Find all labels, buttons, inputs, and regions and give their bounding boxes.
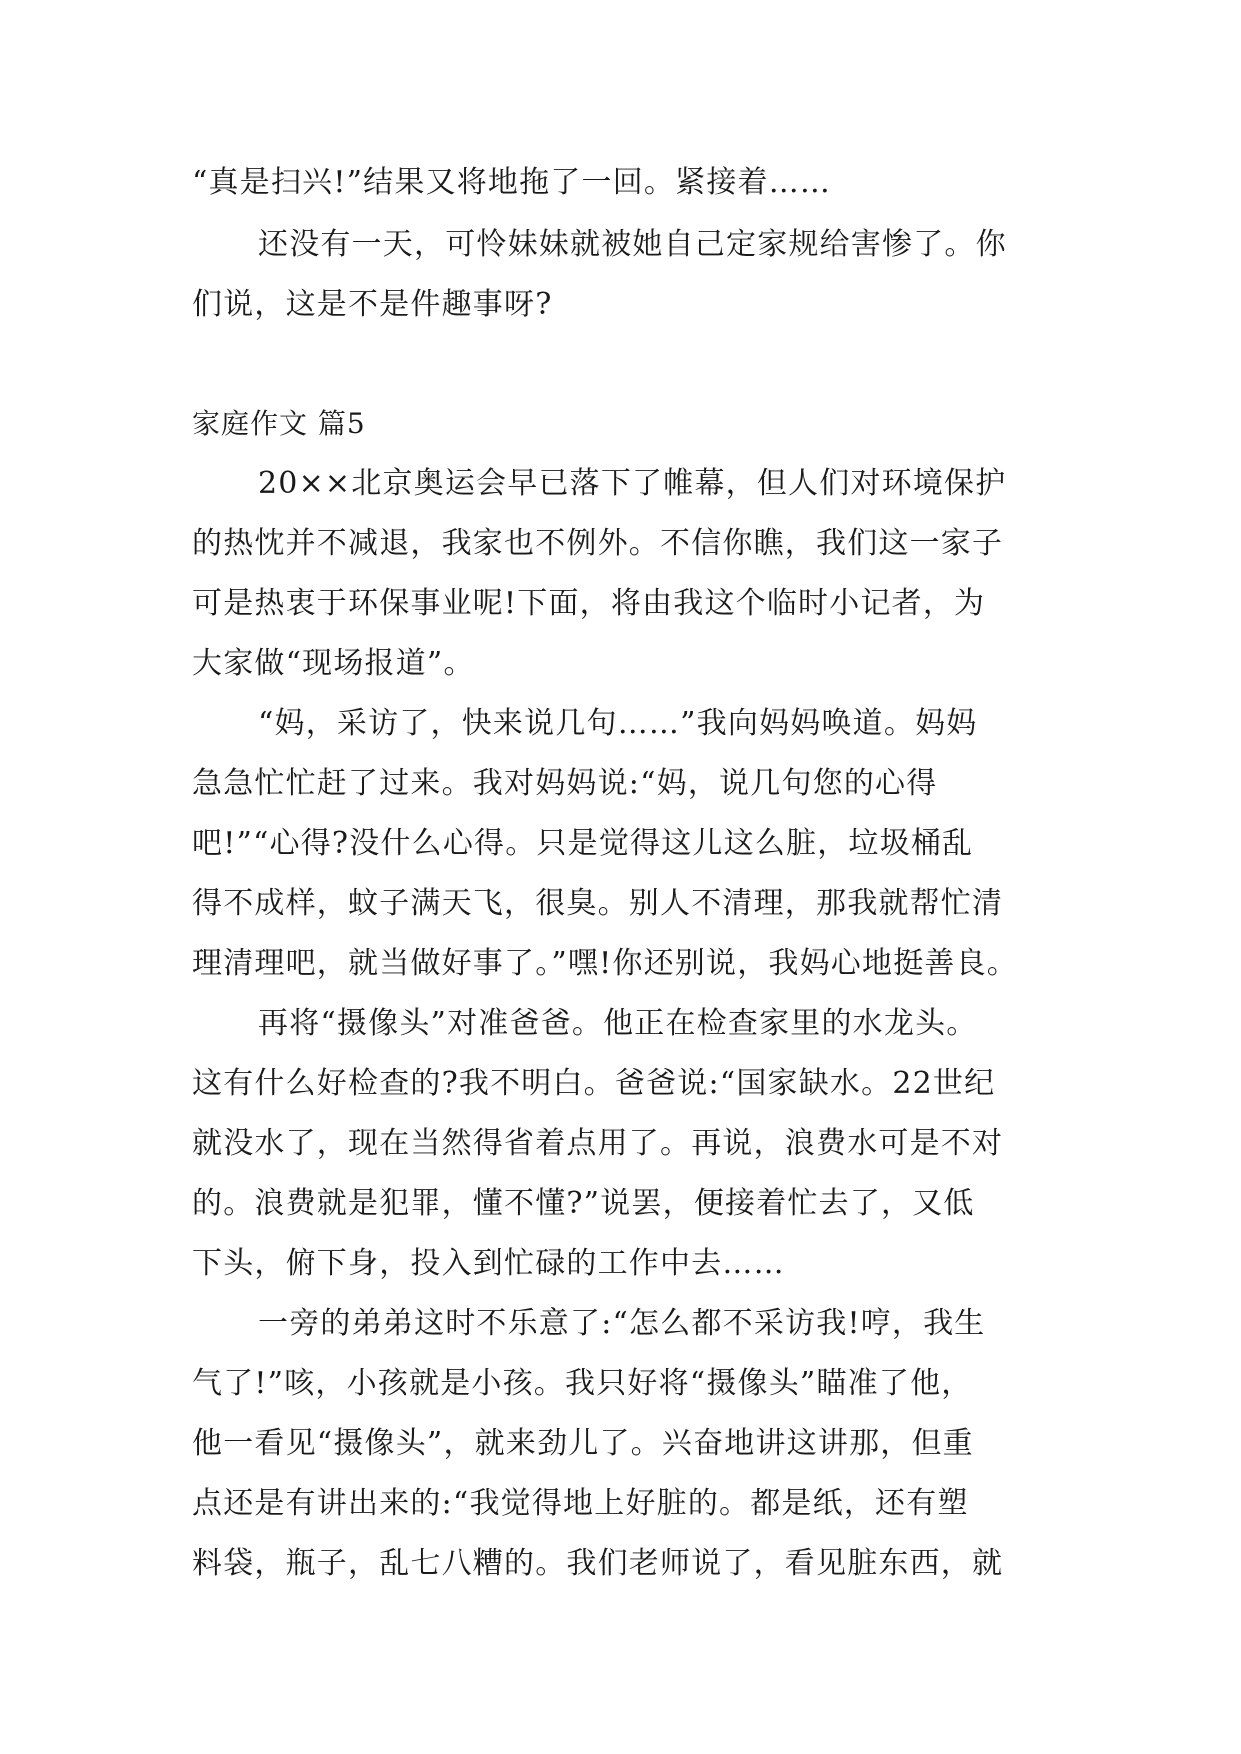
paragraph-start: 20××北京奥运会早已落下了帷幕，但人们对环境保护 [258, 466, 1007, 501]
text-line: 得不成样，蚊子满天飞，很臭。别人不清理，那我就帮忙清 [192, 886, 1004, 921]
text-line: 理清理吧，就当做好事了。”嘿!你还别说，我妈心地挺善良。 [192, 946, 1018, 981]
paragraph-start: “妈，采访了，快来说几句……”我向妈妈唤道。妈妈 [258, 706, 978, 741]
text-line: 这有什么好检查的?我不明白。爸爸说:“国家缺水。22世纪 [192, 1066, 996, 1101]
text-line: 点还是有讲出来的:“我觉得地上好脏的。都是纸，还有塑 [192, 1486, 969, 1521]
paragraph-start: 一旁的弟弟这时不乐意了:“怎么都不采访我!哼，我生 [258, 1306, 986, 1341]
text-line: 气了!”咳，小孩就是小孩。我只好将“摄像头”瞄准了他， [192, 1366, 973, 1401]
section-heading: 家庭作文 篇5 [192, 407, 366, 440]
text-line: 们说，这是不是件趣事呀? [192, 287, 553, 322]
text-line: 下头，俯下身，投入到忙碌的工作中去…… [192, 1246, 785, 1281]
text-line: “真是扫兴!”结果又将地拖了一回。紧接着…… [192, 165, 832, 200]
text-line: 急急忙忙赶了过来。我对妈妈说:“妈，说几句您的心得 [192, 766, 938, 801]
text-line: 大家做“现场报道”。 [192, 646, 475, 681]
text-line: 吧!”“心得?没什么心得。只是觉得这儿这么脏，垃圾桶乱 [192, 826, 974, 861]
paragraph-start: 再将“摄像头”对准爸爸。他正在检查家里的水龙头。 [258, 1006, 978, 1041]
text-line: 可是热衷于环保事业呢!下面，将由我这个临时小记者，为 [192, 586, 986, 621]
text-line: 他一看见“摄像头”，就来劲儿了。兴奋地讲这讲那，但重 [192, 1426, 974, 1461]
text-line: 就没水了，现在当然得省着点用了。再说，浪费水可是不对 [192, 1126, 1004, 1161]
paragraph-start: 还没有一天，可怜妹妹就被她自己定家规给害惨了。你 [258, 227, 1007, 262]
text-line: 的。浪费就是犯罪，懂不懂?”说罢，便接着忙去了，又低 [192, 1186, 975, 1221]
text-line: 的热忱并不减退，我家也不例外。不信你瞧，我们这一家子 [192, 526, 1004, 561]
text-line: 料袋，瓶子，乱七八糟的。我们老师说了，看见脏东西，就 [192, 1546, 1004, 1581]
